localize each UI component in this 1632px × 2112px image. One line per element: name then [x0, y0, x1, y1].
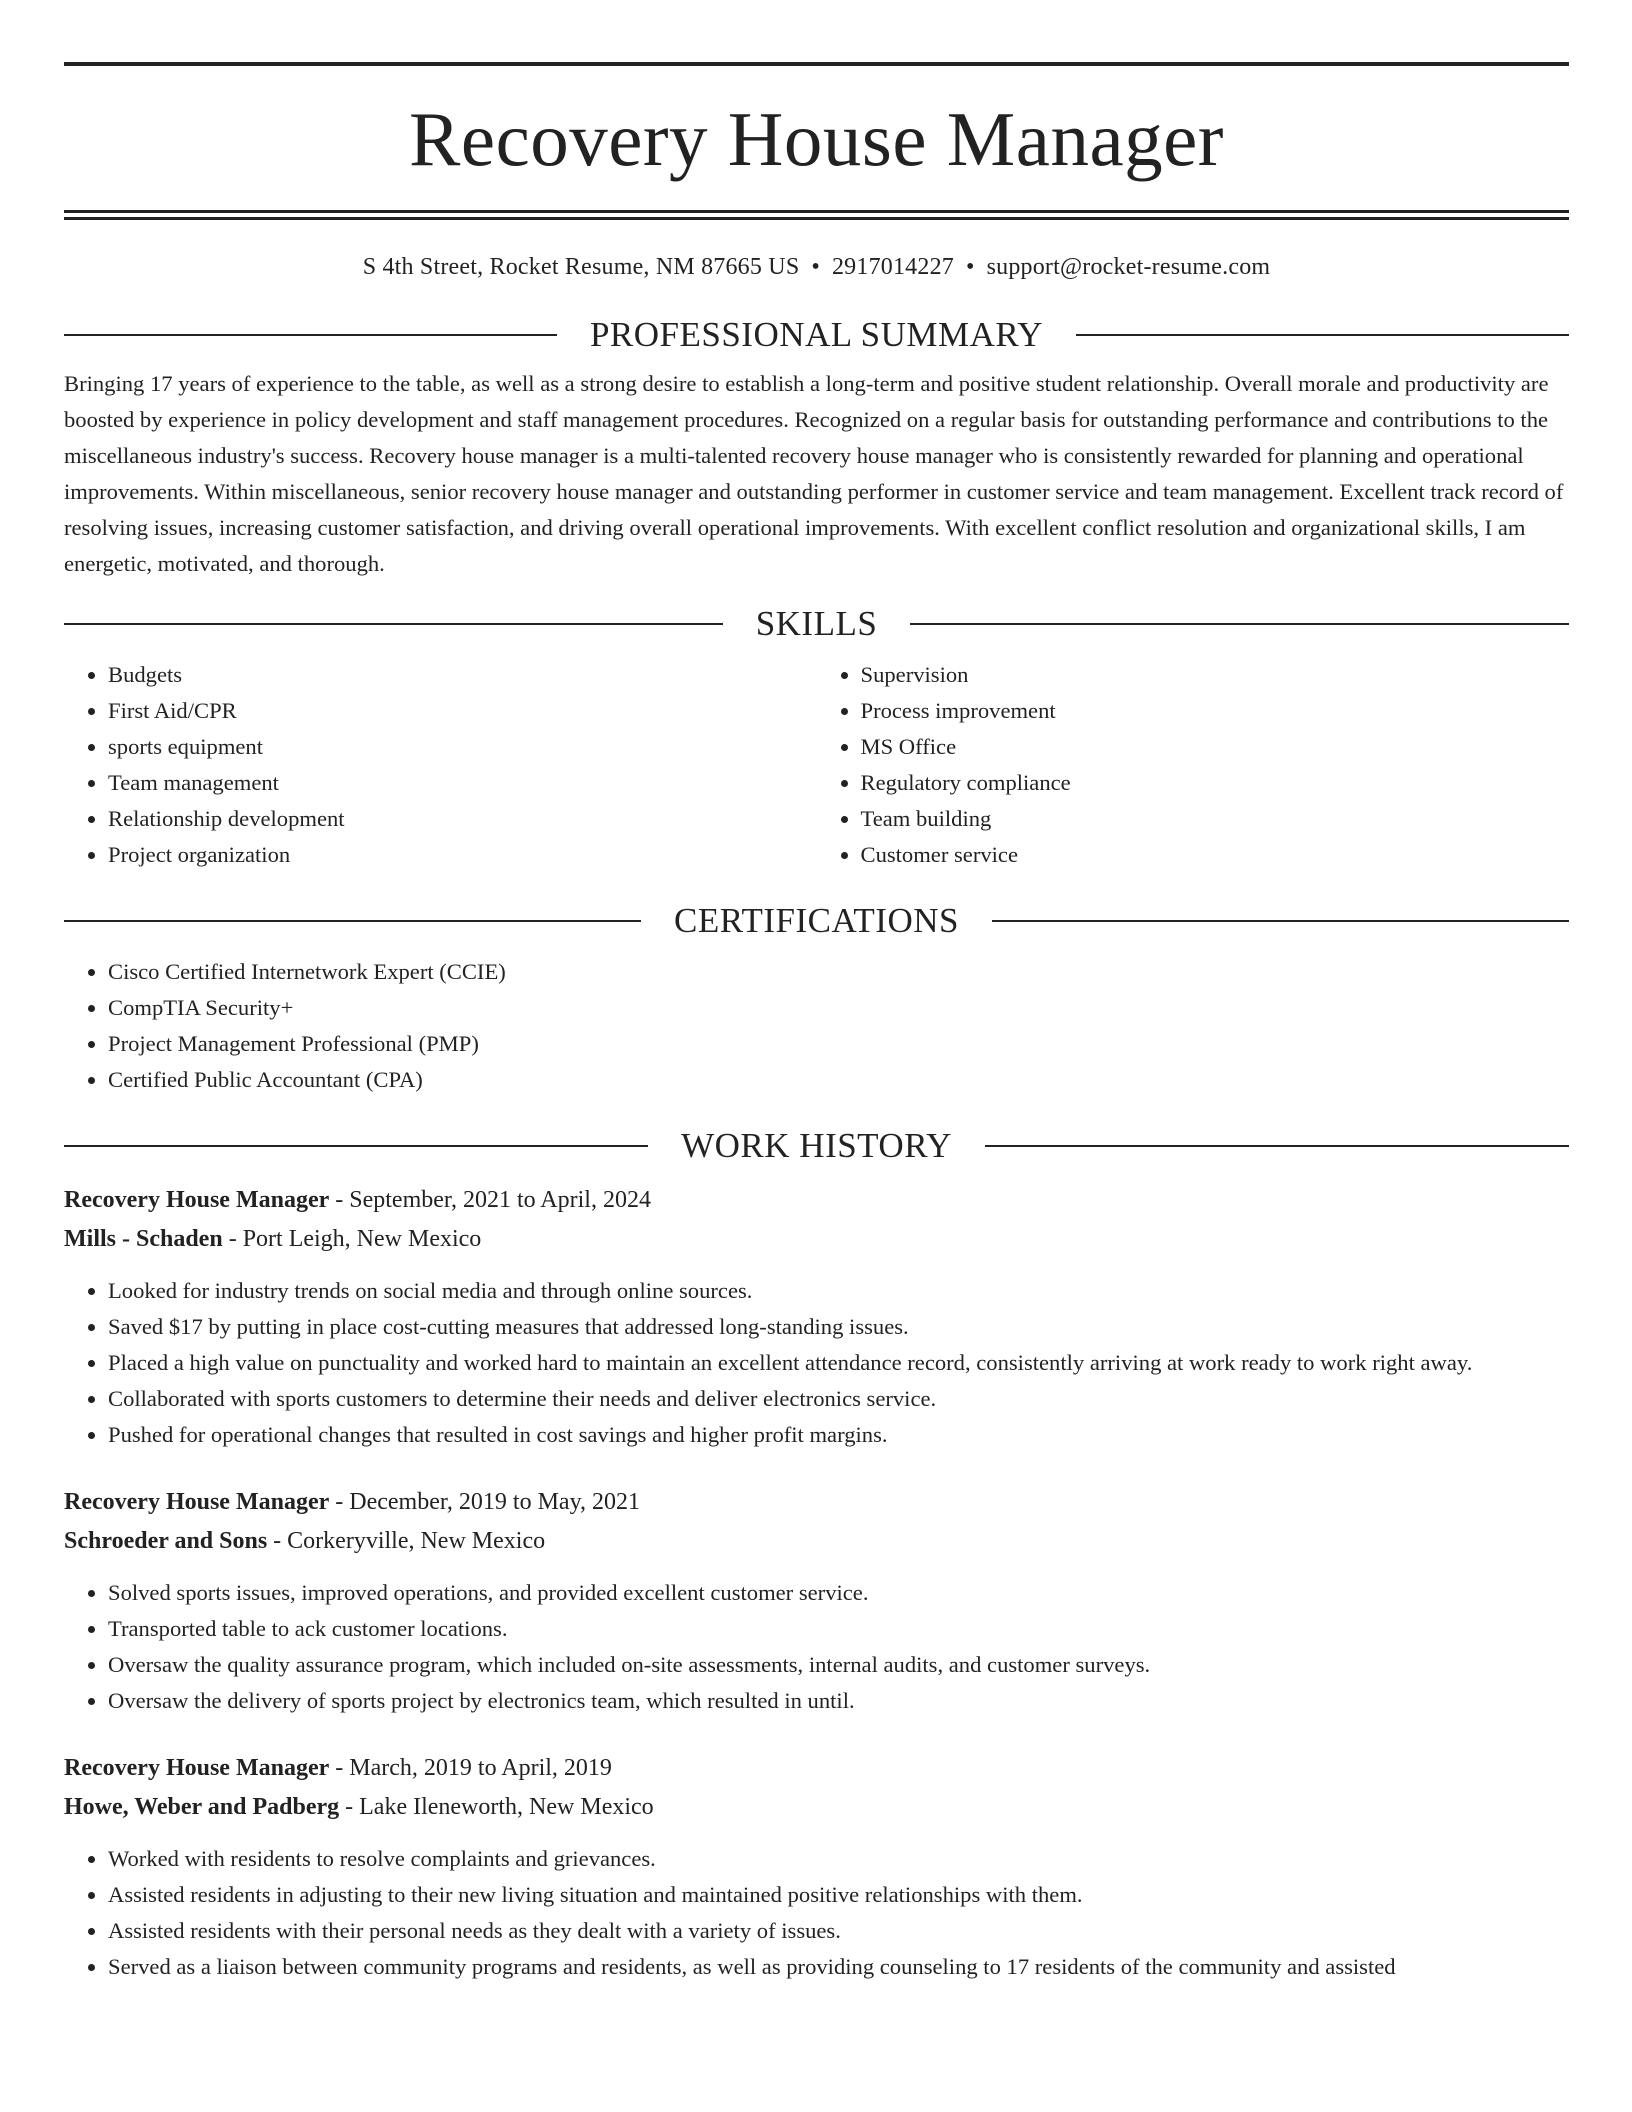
contact-phone[interactable]: 2917014227 — [831, 254, 954, 280]
certifications-section-header — [64, 903, 1569, 938]
job-bullet: • Solved sports issues, improved operations, and provided excellent customer service. — [108, 1575, 1569, 1611]
header-top-rule — [64, 62, 1569, 66]
job-bullet: • Pushed for operational changes that resulted in cost savings and higher profit margins. — [108, 1417, 1569, 1453]
certifications-heading: CERTIFICATIONS — [674, 901, 959, 940]
job-company-line: Schroeder and Sons - Corkeryville, New Mexico — [64, 1528, 546, 1554]
contact-address: S 4th Street, Rocket Resume, NM 87665 US — [362, 254, 800, 280]
job-bullet: • Collaborated with sports customers to determine their needs and deliver electronics service. — [108, 1381, 1569, 1417]
skill-item: • Process improvement — [861, 693, 1570, 729]
job-company-line: Howe, Weber and Padberg - Lake Ileneworth, New Mexico — [64, 1794, 654, 1820]
job-bullets — [64, 1273, 1569, 1453]
job-company: Schroeder and Sons — [64, 1528, 268, 1554]
section-rule-right — [1076, 334, 1569, 336]
certification-item: • Project Management Professional (PMP) — [108, 1026, 1569, 1062]
job-location: Lake Ileneworth, New Mexico — [359, 1794, 654, 1820]
header-double-rule — [64, 210, 1569, 220]
job-dates: September, 2021 to April, 2024 — [349, 1187, 651, 1213]
summary-text: Bringing 17 years of experience to the table, as well as a strong desire to establish a long-term and positive student relationship. Overall morale and productivity are boosted by experience in policy development and staff management procedures. Recognized on a regular basis for outstanding performance and contributions to the miscellaneous industry's success. Recovery house manager is a multi-talented recovery house manager who is consistently rewarded for planning and operational improvements. Within miscellaneous, senior recovery house manager and outstanding performer in customer service and team management. Excellent track record of resolving issues, increasing customer satisfaction, and driving overall operational improvements. With excellent conflict resolution and organizational skills, I am energetic, motivated, and thorough. — [64, 371, 1564, 576]
contact-separator: • — [965, 254, 975, 280]
summary-section-header — [64, 317, 1569, 352]
job-title-line: Recovery House Manager - September, 2021 to April, 2024 — [64, 1187, 651, 1213]
contact-line — [64, 254, 1569, 281]
job-bullet: • Transported table to ack customer locations. — [108, 1611, 1569, 1647]
skills-list — [64, 657, 1569, 873]
contact-email[interactable]: support@rocket-resume.com — [986, 254, 1271, 280]
section-rule-right — [985, 1145, 1569, 1147]
skill-item: • Team management — [108, 765, 817, 801]
skills-heading: SKILLS — [755, 604, 878, 643]
job-entry — [64, 1749, 1569, 1985]
job-dates: December, 2019 to May, 2021 — [349, 1489, 641, 1515]
job-bullet: • Worked with residents to resolve complaints and grievances. — [108, 1841, 1569, 1877]
skill-item: • Project organization — [108, 837, 817, 873]
skill-item: • First Aid/CPR — [108, 693, 817, 729]
section-rule-left — [64, 334, 557, 336]
job-title-line: Recovery House Manager - December, 2019 to May, 2021 — [64, 1489, 641, 1515]
job-title-line: Recovery House Manager - March, 2019 to April, 2019 — [64, 1755, 612, 1781]
work-history-section-header — [64, 1128, 1569, 1163]
job-company: Howe, Weber and Padberg — [64, 1794, 340, 1820]
skills-section-header — [64, 606, 1569, 641]
skill-item: • MS Office — [861, 729, 1570, 765]
job-bullet: • Assisted residents in adjusting to their new living situation and maintained positive relationships with them. — [108, 1877, 1569, 1913]
skills-column-right — [817, 657, 1570, 873]
job-bullet: • Assisted residents with their personal needs as they dealt with a variety of issues. — [108, 1913, 1569, 1949]
job-title: Recovery House Manager — [64, 1187, 330, 1213]
job-bullet: • Looked for industry trends on social media and through online sources. — [108, 1273, 1569, 1309]
job-bullet: • Oversaw the quality assurance program, which included on-site assessments, internal audits, and customer surveys. — [108, 1647, 1569, 1683]
skill-item: • Customer service — [861, 837, 1570, 873]
resume-page — [64, 0, 1569, 1985]
job-bullet: • Oversaw the delivery of sports project by electronics team, which resulted in until. — [108, 1683, 1569, 1719]
job-title: Recovery House Manager — [64, 1489, 330, 1515]
job-entry — [64, 1181, 1569, 1453]
skill-item: • Regulatory compliance — [861, 765, 1570, 801]
work-history-heading: WORK HISTORY — [681, 1126, 952, 1165]
job-location: Port Leigh, New Mexico — [242, 1226, 482, 1252]
job-company-line: Mills - Schaden - Port Leigh, New Mexico — [64, 1226, 482, 1252]
section-rule-left — [64, 1145, 648, 1147]
section-rule-right — [910, 623, 1569, 625]
job-bullet: • Placed a high value on punctuality and worked hard to maintain an excellent attendance record, consistently arriving at work ready to work right away. — [108, 1345, 1569, 1381]
certification-item: • CompTIA Security+ — [108, 990, 1569, 1026]
job-location: Corkeryville, New Mexico — [287, 1528, 546, 1554]
job-bullets — [64, 1841, 1569, 1985]
contact-separator: • — [811, 254, 820, 280]
job-title: Recovery House Manager — [64, 1755, 330, 1781]
section-rule-left — [64, 623, 723, 625]
certification-item: • Cisco Certified Internetwork Expert (CCIE) — [108, 954, 1569, 990]
job-bullet: • Served as a liaison between community programs and residents, as well as providing counseling to 17 residents of the community and assisted — [108, 1949, 1569, 1985]
skill-item: • Budgets — [108, 657, 817, 693]
resume-name: Recovery House Manager — [409, 96, 1224, 182]
section-rule-left — [64, 920, 641, 922]
certifications-list — [64, 954, 1569, 1098]
skill-item: • Team building — [861, 801, 1570, 837]
certification-item: • Certified Public Accountant (CPA) — [108, 1062, 1569, 1098]
job-bullets — [64, 1575, 1569, 1719]
job-dates: March, 2019 to April, 2019 — [349, 1755, 612, 1781]
skill-item: • Supervision — [861, 657, 1570, 693]
job-company: Mills - Schaden — [64, 1226, 223, 1252]
skill-item: • Relationship development — [108, 801, 817, 837]
skills-column-left — [64, 657, 817, 873]
section-rule-right — [992, 920, 1569, 922]
job-bullet: • Saved $17 by putting in place cost-cutting measures that addressed long-standing issues. — [108, 1309, 1569, 1345]
job-entry — [64, 1483, 1569, 1719]
summary-heading: PROFESSIONAL SUMMARY — [589, 315, 1044, 354]
skill-item: • sports equipment — [108, 729, 817, 765]
